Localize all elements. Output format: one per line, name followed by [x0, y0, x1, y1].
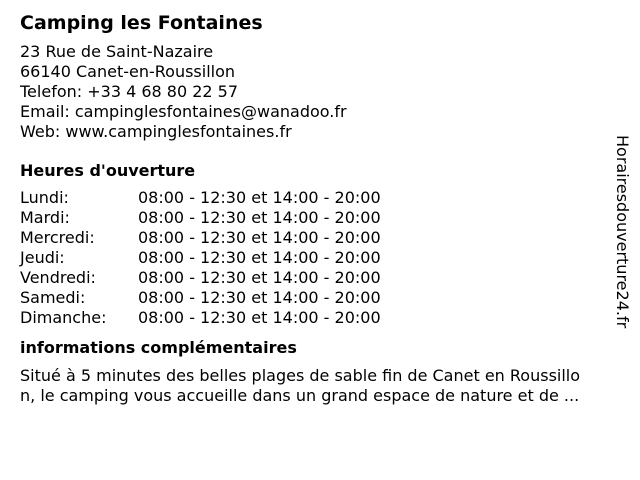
hours-day: Dimanche:	[20, 308, 107, 327]
hours-row-lundi	[20, 188, 620, 208]
hours-time: 08:00 - 12:30 et 14:00 - 20:00	[138, 288, 381, 307]
hours-row-samedi	[20, 288, 620, 308]
hours-row-mardi	[20, 208, 620, 228]
hours-row-dimanche	[20, 308, 620, 328]
business-card	[20, 10, 620, 406]
hours-day: Samedi:	[20, 288, 86, 307]
phone-line: Telefon: +33 4 68 80 22 57	[20, 82, 239, 101]
hours-time: 08:00 - 12:30 et 14:00 - 20:00	[138, 248, 381, 267]
hours-heading: Heures d'ouverture	[20, 161, 196, 180]
address-street: 23 Rue de Saint-Nazaire	[20, 42, 214, 61]
hours-day: Mardi:	[20, 208, 70, 227]
hours-time: 08:00 - 12:30 et 14:00 - 20:00	[138, 268, 381, 287]
contact-block	[20, 42, 620, 142]
hours-time: 08:00 - 12:30 et 14:00 - 20:00	[138, 208, 381, 227]
site-watermark: Horairesdouverture24.fr	[613, 135, 632, 329]
address-city: 66140 Canet-en-Roussillon	[20, 62, 236, 81]
hours-day: Mercredi:	[20, 228, 95, 247]
hours-time: 08:00 - 12:30 et 14:00 - 20:00	[138, 308, 381, 327]
hours-time: 08:00 - 12:30 et 14:00 - 20:00	[138, 228, 381, 247]
hours-time: 08:00 - 12:30 et 14:00 - 20:00	[138, 188, 381, 207]
email-line: Email: campinglesfontaines@wanadoo.fr	[20, 102, 347, 121]
info-heading: informations complémentaires	[20, 338, 297, 357]
description-line-2: n, le camping vous accueille dans un grand espace de nature et de ...	[20, 386, 580, 405]
hours-day: Vendredi:	[20, 268, 96, 287]
description-block	[20, 366, 620, 406]
description-line-1: Situé à 5 minutes des belles plages de sable fin de Canet en Roussillo	[20, 366, 581, 385]
hours-day: Lundi:	[20, 188, 69, 207]
hours-table	[20, 188, 620, 328]
web-line: Web: www.campinglesfontaines.fr	[20, 122, 292, 141]
business-name: Camping les Fontaines	[20, 12, 263, 34]
hours-day: Jeudi:	[20, 248, 65, 267]
hours-row-mercredi	[20, 228, 620, 248]
hours-row-jeudi	[20, 248, 620, 268]
hours-row-vendredi	[20, 268, 620, 288]
